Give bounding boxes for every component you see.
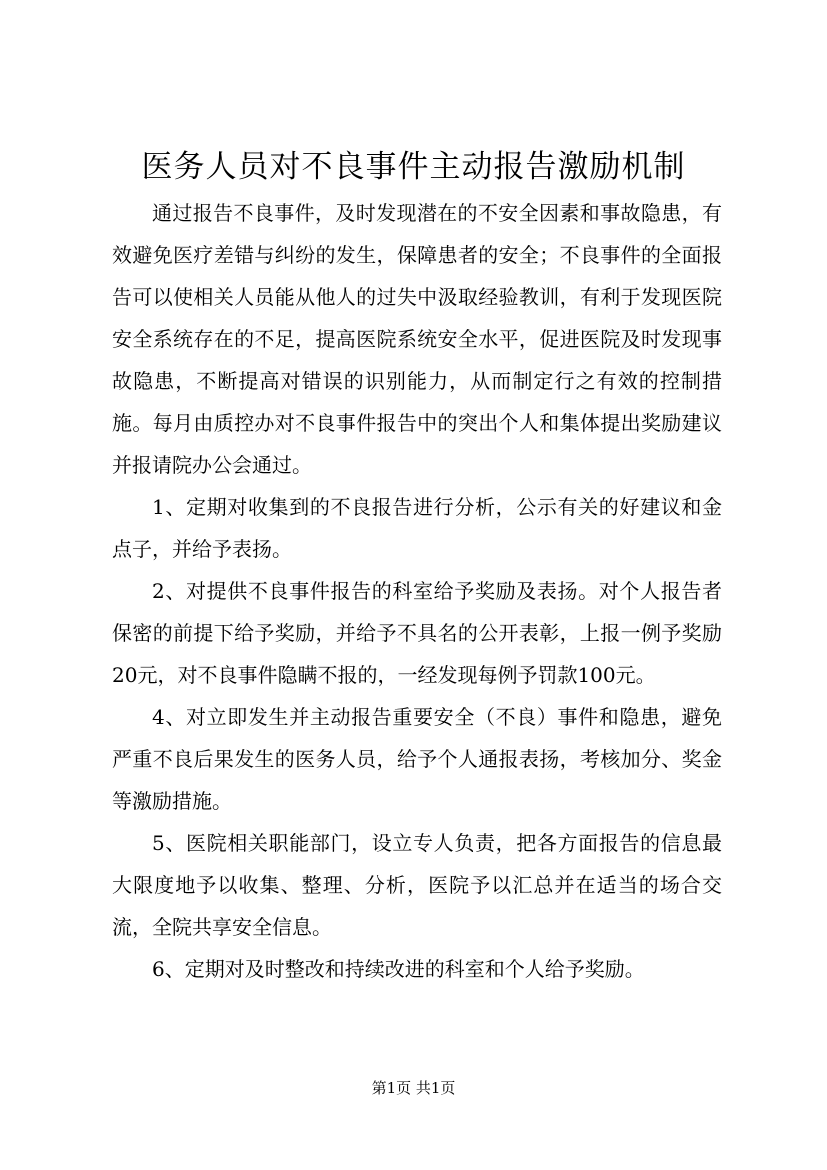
item-6-paragraph: 6、定期对及时整改和持续改进的科室和个人给予奖励。 xyxy=(152,957,645,981)
item-1-paragraph: 1、定期对收集到的不良报告进行分析，公示有关的好建议和金点子，并给予表扬。 xyxy=(112,495,722,561)
document-title: 医务人员对不良事件主动报告激励机制 xyxy=(141,149,686,185)
document-body xyxy=(112,192,722,990)
item-5-paragraph: 5、医院相关职能部门，设立专人负责，把各方面报告的信息最大限度地予以收集、整理、分析，医院予以汇总并在适当的场合交流，全院共享安全信息。 xyxy=(112,831,722,939)
page-number-footer: 第1页 共1页 xyxy=(371,1079,456,1097)
intro-paragraph: 通过报告不良事件，及时发现潜在的不安全因素和事故隐患，有效避免医疗差错与纠纷的发生，保障患者的安全；不良事件的全面报告可以使相关人员能从他人的过失中汲取经验教训，有利于发现医院安全系统存在的不足，提高医院系统安全水平，促进医院及时发现事故隐患，不断提高对错误的识别能力，从而制定行之有效的控制措施。每月由质控办对不良事件报告中的突出个人和集体提出奖励建议并报请院办公会通过。 xyxy=(112,201,722,477)
item-4-paragraph: 4、对立即发生并主动报告重要安全（不良）事件和隐患，避免严重不良后果发生的医务人员，给予个人通报表扬，考核加分、奖金等激励措施。 xyxy=(112,705,722,813)
item-2-paragraph: 2、对提供不良事件报告的科室给予奖励及表扬。对个人报告者保密的前提下给予奖励，并给予不具名的公开表彰，上报一例予奖励20元，对不良事件隐瞒不报的，一经发现每例予罚款100元。 xyxy=(112,579,722,687)
